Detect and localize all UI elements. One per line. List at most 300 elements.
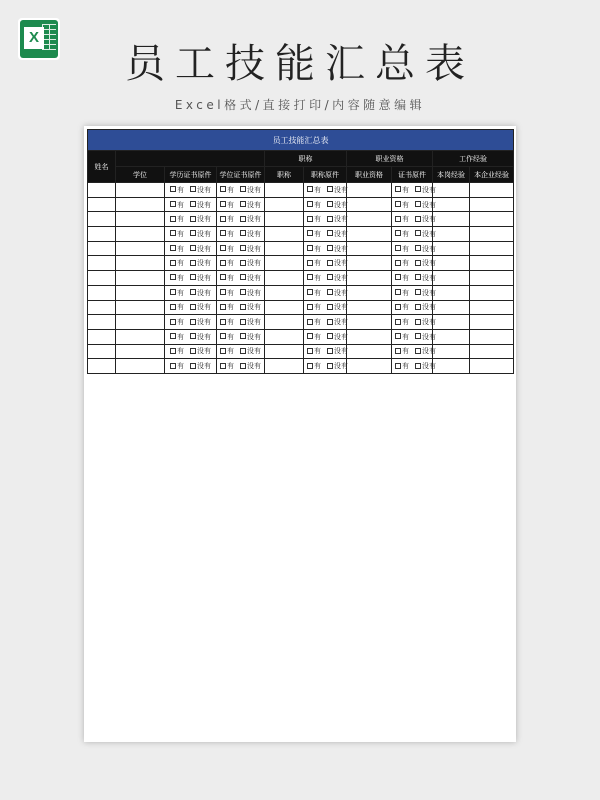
checkbox-icon[interactable]: [240, 363, 246, 369]
option-yes[interactable]: [307, 186, 321, 194]
table-cell[interactable]: [165, 212, 217, 227]
checkbox-icon[interactable]: [307, 260, 313, 266]
table-cell[interactable]: [304, 300, 347, 315]
option-no[interactable]: [327, 333, 348, 341]
table-cell[interactable]: [347, 227, 392, 242]
checkbox-icon[interactable]: [240, 333, 246, 339]
option-yes[interactable]: [395, 245, 409, 253]
option-yes[interactable]: [307, 318, 321, 326]
option-yes[interactable]: [307, 230, 321, 238]
checkbox-icon[interactable]: [220, 363, 226, 369]
option-yes[interactable]: [395, 215, 409, 223]
table-cell[interactable]: [433, 359, 470, 374]
checkbox-icon[interactable]: [327, 363, 333, 369]
option-yes[interactable]: [395, 347, 409, 355]
table-cell[interactable]: [433, 241, 470, 256]
checkbox-icon[interactable]: [327, 201, 333, 207]
checkbox-icon[interactable]: [307, 304, 313, 310]
table-cell[interactable]: [392, 271, 436, 286]
checkbox-icon[interactable]: [327, 304, 333, 310]
option-no[interactable]: [415, 245, 436, 253]
option-yes[interactable]: [220, 318, 234, 326]
table-cell[interactable]: [392, 256, 436, 271]
checkbox-icon[interactable]: [240, 260, 246, 266]
checkbox-icon[interactable]: [395, 289, 401, 295]
table-cell[interactable]: [88, 271, 116, 286]
table-cell[interactable]: [165, 285, 217, 300]
table-cell[interactable]: [347, 329, 392, 344]
table-cell[interactable]: [217, 197, 265, 212]
table-cell[interactable]: [165, 183, 217, 198]
option-no[interactable]: [415, 186, 436, 194]
table-cell[interactable]: [116, 315, 165, 330]
option-no[interactable]: [190, 303, 211, 311]
table-cell[interactable]: [217, 256, 265, 271]
checkbox-icon[interactable]: [415, 333, 421, 339]
table-cell[interactable]: [165, 344, 217, 359]
option-yes[interactable]: [395, 274, 409, 282]
table-cell[interactable]: [304, 329, 347, 344]
option-yes[interactable]: [307, 289, 321, 297]
option-yes[interactable]: [307, 201, 321, 209]
option-no[interactable]: [415, 230, 436, 238]
checkbox-icon[interactable]: [415, 230, 421, 236]
checkbox-icon[interactable]: [327, 289, 333, 295]
checkbox-icon[interactable]: [220, 245, 226, 251]
table-cell[interactable]: [470, 300, 514, 315]
checkbox-icon[interactable]: [220, 319, 226, 325]
option-no[interactable]: [240, 303, 261, 311]
option-yes[interactable]: [395, 259, 409, 267]
option-no[interactable]: [190, 333, 211, 341]
option-yes[interactable]: [220, 289, 234, 297]
table-cell[interactable]: [392, 227, 436, 242]
checkbox-icon[interactable]: [395, 230, 401, 236]
checkbox-icon[interactable]: [170, 363, 176, 369]
table-cell[interactable]: [470, 227, 514, 242]
option-no[interactable]: [190, 259, 211, 267]
table-cell[interactable]: [347, 285, 392, 300]
option-no[interactable]: [327, 347, 348, 355]
checkbox-icon[interactable]: [415, 319, 421, 325]
checkbox-icon[interactable]: [240, 348, 246, 354]
table-cell[interactable]: [217, 212, 265, 227]
checkbox-icon[interactable]: [327, 216, 333, 222]
checkbox-icon[interactable]: [395, 201, 401, 207]
checkbox-icon[interactable]: [415, 363, 421, 369]
table-cell[interactable]: [304, 227, 347, 242]
table-cell[interactable]: [165, 271, 217, 286]
option-yes[interactable]: [170, 245, 184, 253]
option-no[interactable]: [327, 186, 348, 194]
table-cell[interactable]: [304, 183, 347, 198]
table-cell[interactable]: [392, 183, 436, 198]
table-cell[interactable]: [116, 300, 165, 315]
checkbox-icon[interactable]: [307, 201, 313, 207]
option-yes[interactable]: [395, 362, 409, 370]
checkbox-icon[interactable]: [190, 245, 196, 251]
option-yes[interactable]: [395, 230, 409, 238]
table-cell[interactable]: [217, 227, 265, 242]
checkbox-icon[interactable]: [395, 348, 401, 354]
option-yes[interactable]: [307, 245, 321, 253]
option-no[interactable]: [327, 245, 348, 253]
option-no[interactable]: [327, 289, 348, 297]
option-yes[interactable]: [395, 303, 409, 311]
checkbox-icon[interactable]: [190, 216, 196, 222]
checkbox-icon[interactable]: [170, 348, 176, 354]
table-cell[interactable]: [88, 197, 116, 212]
option-yes[interactable]: [220, 362, 234, 370]
table-cell[interactable]: [304, 344, 347, 359]
checkbox-icon[interactable]: [220, 201, 226, 207]
option-yes[interactable]: [220, 333, 234, 341]
option-no[interactable]: [415, 318, 436, 326]
table-cell[interactable]: [433, 344, 470, 359]
option-yes[interactable]: [170, 289, 184, 297]
checkbox-icon[interactable]: [307, 274, 313, 280]
option-no[interactable]: [415, 215, 436, 223]
option-no[interactable]: [240, 215, 261, 223]
option-yes[interactable]: [170, 215, 184, 223]
checkbox-icon[interactable]: [190, 363, 196, 369]
checkbox-icon[interactable]: [395, 245, 401, 251]
option-yes[interactable]: [220, 274, 234, 282]
table-cell[interactable]: [165, 359, 217, 374]
option-yes[interactable]: [170, 230, 184, 238]
checkbox-icon[interactable]: [240, 274, 246, 280]
table-cell[interactable]: [304, 212, 347, 227]
option-yes[interactable]: [220, 215, 234, 223]
checkbox-icon[interactable]: [327, 260, 333, 266]
table-cell[interactable]: [265, 212, 304, 227]
table-cell[interactable]: [304, 315, 347, 330]
table-cell[interactable]: [217, 315, 265, 330]
table-cell[interactable]: [470, 315, 514, 330]
checkbox-icon[interactable]: [415, 186, 421, 192]
table-cell[interactable]: [392, 212, 436, 227]
table-cell[interactable]: [88, 300, 116, 315]
option-no[interactable]: [415, 259, 436, 267]
checkbox-icon[interactable]: [307, 245, 313, 251]
checkbox-icon[interactable]: [240, 245, 246, 251]
table-cell[interactable]: [347, 300, 392, 315]
table-cell[interactable]: [217, 300, 265, 315]
checkbox-icon[interactable]: [170, 274, 176, 280]
option-no[interactable]: [190, 186, 211, 194]
option-no[interactable]: [240, 259, 261, 267]
table-cell[interactable]: [116, 241, 165, 256]
table-cell[interactable]: [470, 329, 514, 344]
table-cell[interactable]: [304, 359, 347, 374]
option-no[interactable]: [415, 347, 436, 355]
checkbox-icon[interactable]: [415, 216, 421, 222]
table-cell[interactable]: [88, 227, 116, 242]
table-cell[interactable]: [304, 271, 347, 286]
checkbox-icon[interactable]: [240, 230, 246, 236]
table-cell[interactable]: [88, 212, 116, 227]
checkbox-icon[interactable]: [220, 216, 226, 222]
checkbox-icon[interactable]: [190, 333, 196, 339]
checkbox-icon[interactable]: [190, 319, 196, 325]
table-cell[interactable]: [265, 300, 304, 315]
option-no[interactable]: [190, 274, 211, 282]
option-yes[interactable]: [170, 347, 184, 355]
table-cell[interactable]: [217, 285, 265, 300]
checkbox-icon[interactable]: [220, 289, 226, 295]
checkbox-icon[interactable]: [327, 245, 333, 251]
table-cell[interactable]: [217, 344, 265, 359]
checkbox-icon[interactable]: [415, 289, 421, 295]
option-yes[interactable]: [220, 230, 234, 238]
option-yes[interactable]: [220, 201, 234, 209]
table-cell[interactable]: [116, 359, 165, 374]
checkbox-icon[interactable]: [240, 186, 246, 192]
table-cell[interactable]: [347, 256, 392, 271]
checkbox-icon[interactable]: [190, 289, 196, 295]
table-cell[interactable]: [265, 315, 304, 330]
table-cell[interactable]: [88, 241, 116, 256]
table-cell[interactable]: [470, 241, 514, 256]
checkbox-icon[interactable]: [170, 289, 176, 295]
checkbox-icon[interactable]: [170, 333, 176, 339]
option-no[interactable]: [415, 303, 436, 311]
option-yes[interactable]: [170, 303, 184, 311]
table-cell[interactable]: [265, 241, 304, 256]
table-cell[interactable]: [116, 344, 165, 359]
checkbox-icon[interactable]: [240, 216, 246, 222]
option-no[interactable]: [415, 362, 436, 370]
table-cell[interactable]: [88, 329, 116, 344]
checkbox-icon[interactable]: [170, 230, 176, 236]
option-yes[interactable]: [220, 303, 234, 311]
checkbox-icon[interactable]: [327, 333, 333, 339]
checkbox-icon[interactable]: [190, 274, 196, 280]
checkbox-icon[interactable]: [240, 319, 246, 325]
option-yes[interactable]: [307, 347, 321, 355]
option-yes[interactable]: [307, 274, 321, 282]
table-cell[interactable]: [265, 271, 304, 286]
table-cell[interactable]: [116, 329, 165, 344]
option-no[interactable]: [415, 333, 436, 341]
table-cell[interactable]: [392, 197, 436, 212]
option-no[interactable]: [415, 274, 436, 282]
checkbox-icon[interactable]: [415, 245, 421, 251]
checkbox-icon[interactable]: [190, 260, 196, 266]
table-cell[interactable]: [265, 329, 304, 344]
table-cell[interactable]: [470, 344, 514, 359]
table-cell[interactable]: [304, 256, 347, 271]
table-cell[interactable]: [265, 285, 304, 300]
checkbox-icon[interactable]: [190, 348, 196, 354]
option-yes[interactable]: [395, 201, 409, 209]
checkbox-icon[interactable]: [170, 319, 176, 325]
table-cell[interactable]: [347, 197, 392, 212]
table-cell[interactable]: [217, 183, 265, 198]
table-cell[interactable]: [392, 300, 436, 315]
table-cell[interactable]: [392, 344, 436, 359]
table-cell[interactable]: [433, 285, 470, 300]
option-no[interactable]: [190, 362, 211, 370]
table-cell[interactable]: [347, 212, 392, 227]
table-cell[interactable]: [470, 212, 514, 227]
option-no[interactable]: [240, 230, 261, 238]
option-yes[interactable]: [220, 245, 234, 253]
table-cell[interactable]: [265, 197, 304, 212]
table-cell[interactable]: [433, 300, 470, 315]
table-cell[interactable]: [88, 285, 116, 300]
table-cell[interactable]: [347, 183, 392, 198]
table-cell[interactable]: [116, 183, 165, 198]
table-cell[interactable]: [433, 271, 470, 286]
option-yes[interactable]: [307, 333, 321, 341]
checkbox-icon[interactable]: [307, 289, 313, 295]
checkbox-icon[interactable]: [327, 319, 333, 325]
checkbox-icon[interactable]: [220, 186, 226, 192]
option-yes[interactable]: [170, 274, 184, 282]
table-cell[interactable]: [165, 329, 217, 344]
checkbox-icon[interactable]: [395, 319, 401, 325]
option-yes[interactable]: [220, 347, 234, 355]
table-cell[interactable]: [392, 329, 436, 344]
checkbox-icon[interactable]: [170, 245, 176, 251]
option-no[interactable]: [327, 362, 348, 370]
option-yes[interactable]: [307, 362, 321, 370]
table-cell[interactable]: [165, 227, 217, 242]
table-cell[interactable]: [470, 359, 514, 374]
checkbox-icon[interactable]: [220, 304, 226, 310]
checkbox-icon[interactable]: [170, 304, 176, 310]
option-no[interactable]: [240, 201, 261, 209]
option-no[interactable]: [190, 289, 211, 297]
option-no[interactable]: [240, 186, 261, 194]
checkbox-icon[interactable]: [327, 274, 333, 280]
table-cell[interactable]: [265, 227, 304, 242]
option-yes[interactable]: [395, 318, 409, 326]
table-cell[interactable]: [88, 183, 116, 198]
table-cell[interactable]: [88, 315, 116, 330]
option-no[interactable]: [327, 230, 348, 238]
table-cell[interactable]: [217, 359, 265, 374]
checkbox-icon[interactable]: [190, 186, 196, 192]
checkbox-icon[interactable]: [415, 304, 421, 310]
checkbox-icon[interactable]: [395, 260, 401, 266]
table-cell[interactable]: [347, 241, 392, 256]
table-cell[interactable]: [433, 183, 470, 198]
table-cell[interactable]: [265, 344, 304, 359]
checkbox-icon[interactable]: [307, 230, 313, 236]
checkbox-icon[interactable]: [240, 201, 246, 207]
option-no[interactable]: [240, 245, 261, 253]
checkbox-icon[interactable]: [395, 333, 401, 339]
table-cell[interactable]: [433, 315, 470, 330]
table-cell[interactable]: [116, 227, 165, 242]
checkbox-icon[interactable]: [415, 260, 421, 266]
option-yes[interactable]: [395, 186, 409, 194]
table-cell[interactable]: [470, 271, 514, 286]
table-cell[interactable]: [88, 256, 116, 271]
table-cell[interactable]: [304, 197, 347, 212]
table-cell[interactable]: [433, 212, 470, 227]
checkbox-icon[interactable]: [327, 230, 333, 236]
option-yes[interactable]: [307, 215, 321, 223]
table-cell[interactable]: [116, 256, 165, 271]
checkbox-icon[interactable]: [307, 186, 313, 192]
option-yes[interactable]: [307, 259, 321, 267]
option-no[interactable]: [327, 274, 348, 282]
table-cell[interactable]: [470, 197, 514, 212]
checkbox-icon[interactable]: [307, 348, 313, 354]
table-cell[interactable]: [88, 359, 116, 374]
checkbox-icon[interactable]: [220, 260, 226, 266]
option-no[interactable]: [240, 289, 261, 297]
checkbox-icon[interactable]: [395, 186, 401, 192]
table-cell[interactable]: [392, 241, 436, 256]
checkbox-icon[interactable]: [170, 216, 176, 222]
table-cell[interactable]: [165, 241, 217, 256]
option-no[interactable]: [240, 274, 261, 282]
checkbox-icon[interactable]: [190, 304, 196, 310]
table-cell[interactable]: [165, 256, 217, 271]
option-yes[interactable]: [395, 333, 409, 341]
option-no[interactable]: [240, 318, 261, 326]
table-cell[interactable]: [116, 212, 165, 227]
option-yes[interactable]: [220, 186, 234, 194]
checkbox-icon[interactable]: [307, 333, 313, 339]
option-yes[interactable]: [220, 259, 234, 267]
option-no[interactable]: [190, 201, 211, 209]
table-cell[interactable]: [304, 241, 347, 256]
option-yes[interactable]: [170, 318, 184, 326]
option-no[interactable]: [327, 318, 348, 326]
table-cell[interactable]: [217, 241, 265, 256]
option-yes[interactable]: [170, 259, 184, 267]
checkbox-icon[interactable]: [240, 289, 246, 295]
table-cell[interactable]: [392, 285, 436, 300]
checkbox-icon[interactable]: [327, 186, 333, 192]
option-no[interactable]: [327, 259, 348, 267]
table-cell[interactable]: [433, 329, 470, 344]
checkbox-icon[interactable]: [190, 201, 196, 207]
table-cell[interactable]: [392, 359, 436, 374]
option-no[interactable]: [190, 215, 211, 223]
table-cell[interactable]: [470, 256, 514, 271]
table-cell[interactable]: [88, 344, 116, 359]
checkbox-icon[interactable]: [395, 274, 401, 280]
table-cell[interactable]: [217, 271, 265, 286]
checkbox-icon[interactable]: [395, 304, 401, 310]
table-cell[interactable]: [116, 271, 165, 286]
option-no[interactable]: [190, 347, 211, 355]
option-no[interactable]: [240, 362, 261, 370]
table-cell[interactable]: [304, 285, 347, 300]
checkbox-icon[interactable]: [240, 304, 246, 310]
checkbox-icon[interactable]: [415, 274, 421, 280]
option-no[interactable]: [190, 245, 211, 253]
checkbox-icon[interactable]: [415, 201, 421, 207]
table-cell[interactable]: [116, 285, 165, 300]
table-cell[interactable]: [347, 344, 392, 359]
option-no[interactable]: [327, 201, 348, 209]
checkbox-icon[interactable]: [220, 333, 226, 339]
checkbox-icon[interactable]: [170, 260, 176, 266]
option-yes[interactable]: [170, 362, 184, 370]
option-no[interactable]: [190, 318, 211, 326]
option-no[interactable]: [190, 230, 211, 238]
checkbox-icon[interactable]: [395, 216, 401, 222]
option-yes[interactable]: [170, 201, 184, 209]
option-no[interactable]: [415, 289, 436, 297]
